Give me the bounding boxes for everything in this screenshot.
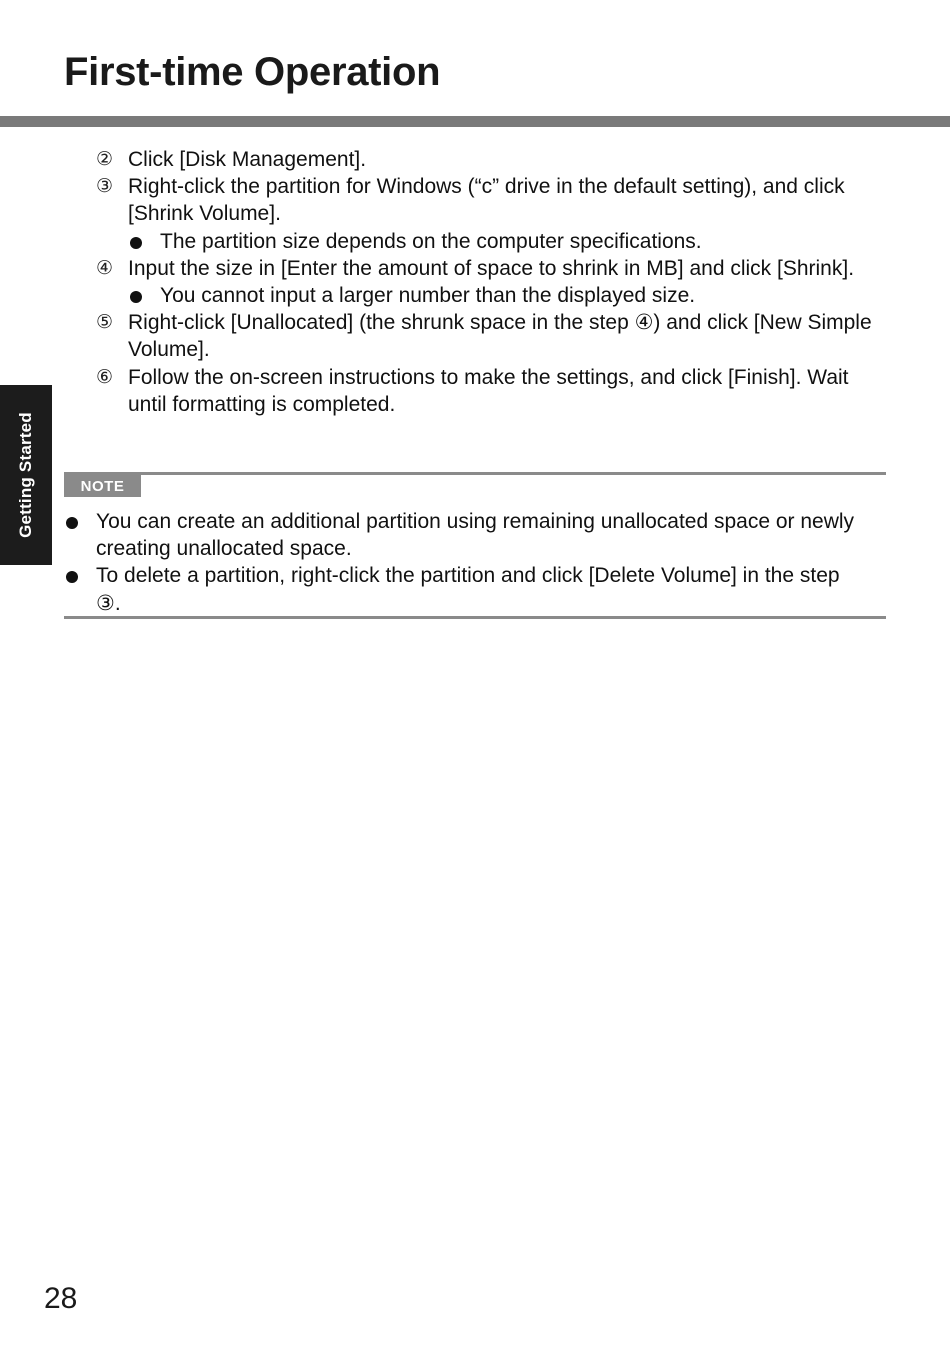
step-4-bullet [128, 282, 876, 309]
note-label: NOTE [64, 475, 141, 497]
side-tab-label: Getting Started [16, 412, 35, 538]
section-side-tab [0, 385, 52, 565]
steps-list [96, 146, 876, 418]
step-text: Input the size in [Enter the amount of space to shrink in MB] and click [Shrink]. [128, 256, 855, 280]
step-2 [96, 146, 876, 173]
bullet-dot-icon [130, 291, 142, 303]
note-list [64, 508, 864, 617]
step-text: Right-click the partition for Windows (“c” drive in the default setting), and click [Shrink Volume]. [128, 175, 845, 226]
step-6 [96, 364, 876, 418]
note-item [64, 508, 864, 562]
step-number: ③ [96, 175, 114, 198]
step-number: ⑥ [96, 365, 114, 388]
step-number: ② [96, 148, 114, 170]
page-number: 28 [44, 1282, 78, 1315]
note-bottom-divider [64, 616, 886, 619]
note-text: To delete a partition, right-click the partition and click [Delete Volume] in the step ③. [96, 564, 840, 615]
step-text: Click [Disk Management]. [128, 148, 367, 171]
note-top-divider [64, 472, 886, 475]
step-number: ⑤ [96, 311, 114, 334]
bullet-text: The partition size depends on the computer specifications. [160, 229, 702, 253]
bullet-text: You cannot input a larger number than the displayed size. [160, 284, 696, 308]
note-text: You can create an additional partition using remaining unallocated space or newly creating unallocated space. [96, 510, 855, 561]
step-3-bullet [128, 228, 876, 255]
page-title: First-time Operation [64, 50, 441, 94]
bullet-dot-icon [66, 517, 78, 529]
title-divider [0, 116, 950, 127]
step-5 [96, 309, 876, 363]
step-4 [96, 255, 876, 282]
bullet-dot-icon [130, 237, 142, 249]
step-text: Right-click [Unallocated] (the shrunk space in the step ④) and click [New Simple Volume]. [128, 311, 872, 362]
bullet-dot-icon [66, 571, 78, 583]
step-text: Follow the on-screen instructions to make the settings, and click [Finish]. Wait until formatting is completed. [128, 365, 849, 416]
step-3 [96, 173, 876, 227]
note-item [64, 562, 864, 616]
step-number: ④ [96, 256, 114, 279]
